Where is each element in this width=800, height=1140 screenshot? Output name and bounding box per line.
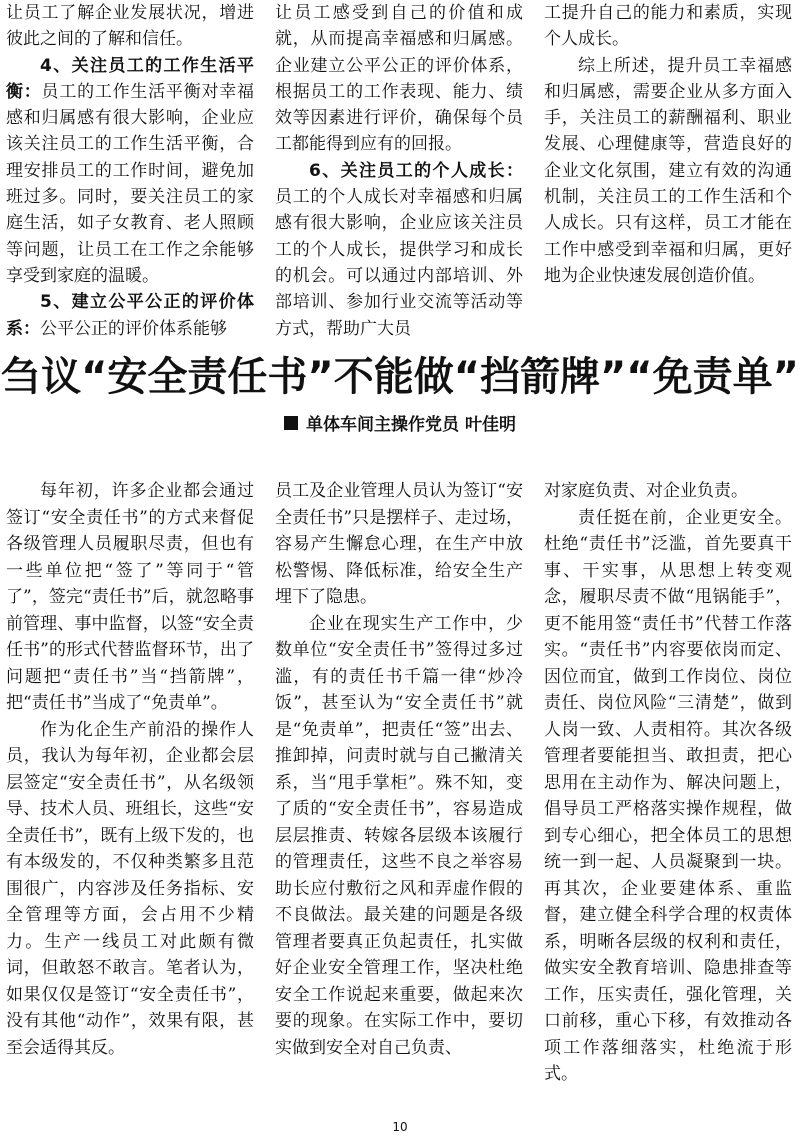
author-line: 单体车间主操作党员 叶佳明 [306,415,516,435]
paragraph: 对家庭负责、对企业负责。 [544,481,748,501]
body-column-3 [544,478,792,1098]
section-heading: 6、关注员工的个人成长： [309,160,523,181]
top-column-3 [544,0,792,340]
paragraph: 综上所述，提升员工幸福感和归属感，需要企业从多方面入手，关注员工的薪酬福利、职业发展、心理健康等，营造良好的企业文化氛围，建立有效的沟通机制，关注员工的工作生活和个人成长。只有这样，员工才能在工作中感受到幸福和归属，更好地为企业快速发展创造价值。 [544,55,792,286]
paragraph: 让员工感受到自己的价值和成就，从而提高幸福感和归属感。企业建立公平公正的评价体系，根据员工的工作表现、能力、绩效等因素进行评价，确保每个员工都能得到应有的回报。 [275,3,523,155]
page-number: 10 [392,1120,408,1134]
paragraph-text: 员工的个人成长对幸福感和归属感有很大影响，企业应该关注员工的个人成长，提供学习和成长的机会。可以通过内部培训、外部培训、参加行业交流等活动等方式，帮助广大员 [275,187,523,339]
paragraph: 让员工了解企业发展状况，增进彼此之间的了解和信任。 [6,3,254,50]
section-heading: 4、关注员工的工作生活平衡： [6,55,254,102]
top-column-1 [6,0,254,340]
section-heading: 5、建立公平公正的评价体系： [6,292,254,339]
paragraph-text: 员工的工作生活平衡对幸福感和归属感有很大影响，企业应该关注员工的工作生活平衡，合理安排员工的工作时间，避免加班过多。同时，要关注员工的家庭生活，如子女教育、老人照顾等问题，让员工在工作之余能够享受到家庭的温暖。 [6,81,254,286]
previous-article-columns [0,0,800,340]
body-column-2 [275,478,523,1098]
body-column-1 [6,478,254,1098]
paragraph: 员工及企业管理人员认为签订“安全责任书”只是摆样子、走过场，容易产生懈怠心理，在生产中放松警惕、降低标准，给安全生产埋下了隐患。 [275,481,523,607]
article-title: 刍议“安全责任书”不能做“挡箭牌”“免责单” [1,354,799,400]
paragraph: 责任挺在前，企业更安全。杜绝“责任书”泛滥，首先要真干事、干实事，从思想上转变观念，履职尽责不做“甩锅能手”，更不能用签“责任书”代替工作落实。“责任书”内容要依岗而定、因位而宜，做到工作岗位、岗位责任、岗位风险“三清楚”，做到人岗一致、人责相符。其次各级管理者要能担当、敢担责，把心思用在主动作为、解决问题上，倡导员工严格落实操作规程，做到专心细心，把全体员工的思想统一到一起、人员凝聚到一块。再其次，企业要建体系、重监督，建立健全科学合理的权责体系，明晰各层级的权利和责任，做实安全教育培训、隐患排查等工作，压实责任，强化管理，关口前移，重心下移，有效推动各项工作落细落实，杜绝流于形式。 [544,507,792,1084]
paragraph: 工提升自己的能力和素质，实现个人成长。 [544,3,792,50]
paragraph [275,158,523,340]
top-column-2 [275,0,523,340]
article-header [0,350,800,435]
paragraph-text: 公平公正的评价体系能够 [40,318,227,339]
paragraph [6,289,254,340]
paragraph: 企业在现实生产工作中，少数单位“安全责任书”签得过多过滥，有的责任书千篇一律“炒冷饭”，甚至认为“安全责任书”就是“免责单”，把责任“签”出去、推卸掉，问责时就与自己撇清关系，当“甩手掌柜”。殊不知，变了质的“安全责任书”，容易造成层层推责、转嫁各层级本该履行的管理责任，这些不良之举容易助长应付敷衍之风和弄虚作假的不良做法。最关建的问题是各级管理者要真正负起责任，扎实做好企业安全管理工作，坚决杜绝安全工作说起来重要，做起来次要的现象。在实际工作中，要切实做到安全对自己负责、 [275,613,523,1058]
paragraph [6,53,254,290]
square-bullet-icon [284,416,298,430]
article-body-columns [0,478,800,1098]
byline [0,410,800,435]
paragraph: 作为化企生产前沿的操作人员，我认为每年初，企业都会层层签定“安全责任书”，从名级领导、技术人员、班组长，这些“安全责任书”，既有上级下发的，也有本级发的，不仅种类繁多且范围很广，内容涉及任务指标、安全管理等方面，会占用不少精力。生产一线员工对此颇有微词，但敢怒不敢言。笔者认为，如果仅仅是签订“安全责任书”，没有其他“动作”，效果有限，甚至会适得其反。 [6,719,254,1058]
paragraph: 每年初，许多企业都会通过签订“安全责任书”的方式来督促各级管理人员履职尽责，但也有一些单位把“签了”等同于“管了”，签完“责任书”后，就忽略事前管理、事中监督，以签“安全责任书”的形式代替监督环节，出了问题把“责任书”当“挡箭牌”，把“责任书”当成了“免责单”。 [6,481,254,713]
